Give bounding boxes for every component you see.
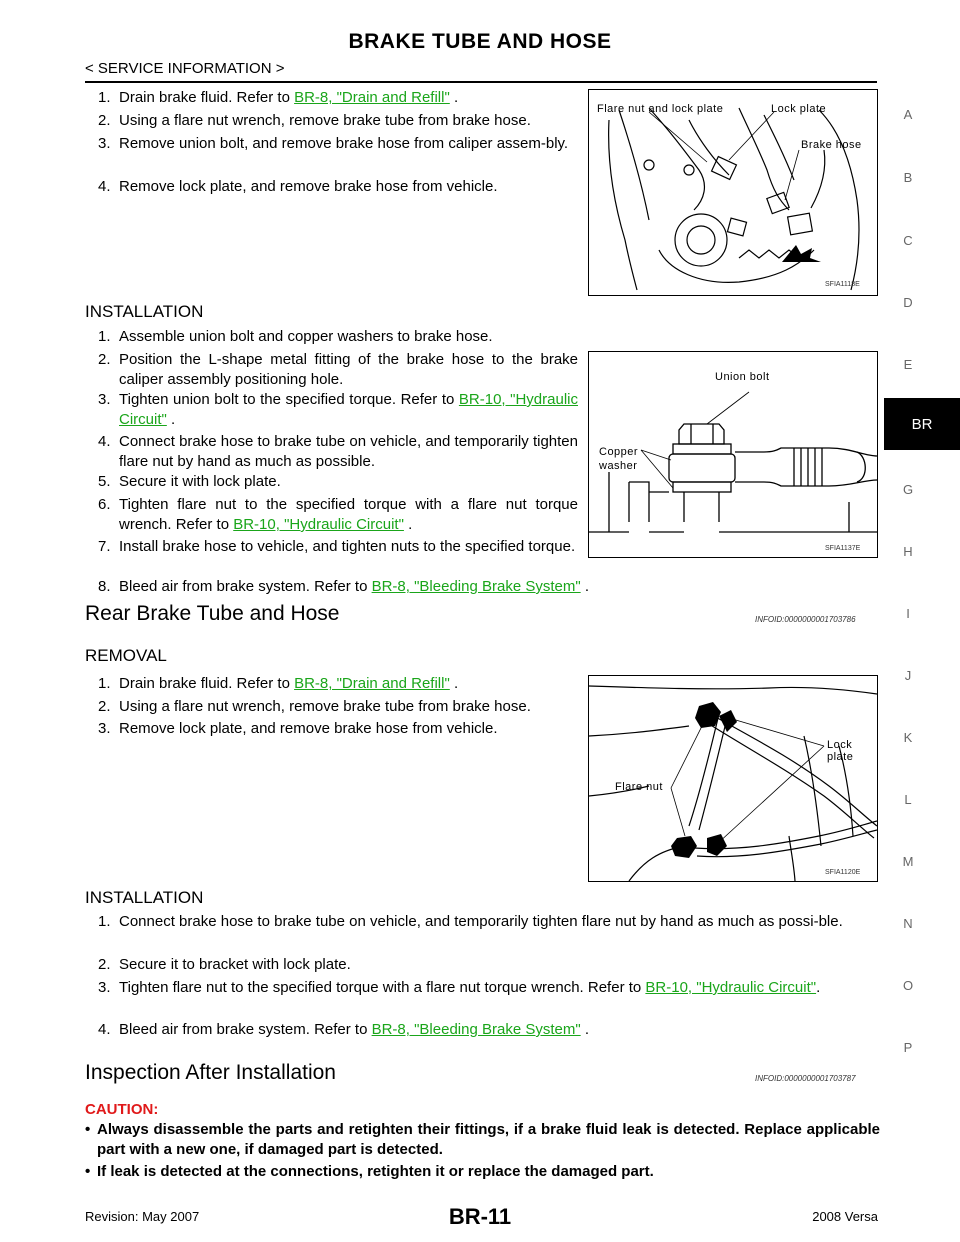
figure-code: SFIA1118E — [825, 281, 860, 288]
front-install-step-4: 4. Connect brake hose to brake tube on vehicle, and temporarily tighten flare nut by hand as much as possible. — [98, 433, 578, 470]
side-index-br-active[interactable]: BR — [884, 398, 960, 450]
rear-installation-heading: INSTALLATION — [85, 888, 204, 907]
link-drain-refill[interactable]: BR-8, "Drain and Refill" — [294, 89, 450, 106]
side-index-h[interactable]: H — [903, 544, 913, 559]
front-removal-step-3: 3. Remove union bolt, and remove brake hose from caliper assem-bly. — [98, 135, 569, 152]
rear-install-step-4: 4. Bleed air from brake system. Refer to BR-8, "Bleeding Brake System" . — [98, 1021, 590, 1038]
front-install-step-7: 7. Install brake hose to vehicle, and tighten nuts to the specified torque. — [98, 538, 576, 555]
side-index-i[interactable]: I — [906, 606, 910, 621]
front-install-step-3: 3. Tighten union bolt to the specified torque. Refer to BR-10, "Hydraulic Circuit" . — [98, 391, 578, 428]
front-removal-step-1: 1. Drain brake fluid. Refer to BR-8, "Drain and Refill" . — [98, 89, 459, 106]
front-install-step-2: 2. Position the L-shape metal fitting of the brake hose to the brake caliper assembly positioning hole. — [98, 351, 578, 388]
front-removal-step-2: 2. Using a flare nut wrench, remove brake tube from brake hose. — [98, 112, 531, 129]
side-index-o[interactable]: O — [902, 978, 914, 993]
link-hydraulic-circuit[interactable]: BR-10, "Hydraulic Circuit" — [233, 516, 404, 533]
front-install-step-8: 8. Bleed air from brake system. Refer to BR-8, "Bleeding Brake System" . — [98, 578, 590, 595]
bullet: • — [85, 1121, 91, 1138]
front-removal-step-4: 4. Remove lock plate, and remove brake hose from vehicle. — [98, 178, 498, 195]
caution-item-2: • If leak is detected at the connections, retighten it or replace the damaged part. — [85, 1163, 654, 1180]
label-union-bolt: Union bolt — [715, 371, 770, 383]
label-brake-hose: Brake hose — [801, 139, 862, 151]
bullet: • — [85, 1163, 91, 1180]
rear-removal-step-3: 3. Remove lock plate, and remove brake hose from vehicle. — [98, 720, 498, 737]
link-hydraulic-circuit[interactable]: BR-10, "Hydraulic Circuit" — [119, 391, 578, 428]
page-number: BR-11 — [448, 1204, 512, 1229]
side-index-g[interactable]: G — [902, 482, 914, 497]
label-flare-nut: Flare nut — [615, 781, 663, 793]
link-hydraulic-circuit[interactable]: BR-10, "Hydraulic Circuit" — [645, 979, 817, 996]
arrow-icon — [782, 245, 821, 262]
label-copper: Copper — [599, 446, 639, 458]
page-title: BRAKE TUBE AND HOSE — [348, 30, 612, 53]
link-bleeding-brake-system[interactable]: BR-8, "Bleeding Brake System" — [371, 578, 581, 595]
side-index-n[interactable]: N — [903, 916, 913, 931]
side-index-d[interactable]: D — [903, 295, 913, 310]
figure-rear-hose — [588, 675, 878, 882]
caution-label: CAUTION: — [85, 1101, 159, 1118]
figure-union-bolt — [588, 351, 878, 558]
side-index-e[interactable]: E — [903, 357, 913, 372]
link-bleeding-brake-system[interactable]: BR-8, "Bleeding Brake System" — [371, 1021, 581, 1038]
front-install-step-5: 5. Secure it with lock plate. — [98, 473, 281, 490]
rear-removal-heading: REMOVAL — [85, 646, 167, 665]
link-drain-refill[interactable]: BR-8, "Drain and Refill" — [294, 675, 450, 692]
front-installation-heading: INSTALLATION — [85, 302, 204, 321]
rear-install-step-2: 2. Secure it to bracket with lock plate. — [98, 956, 351, 973]
side-index-a[interactable]: A — [903, 107, 913, 122]
footer-revision: Revision: May 2007 — [85, 1209, 200, 1224]
section-subtitle: < SERVICE INFORMATION > — [85, 60, 285, 77]
header-rule — [85, 81, 877, 83]
figure-front-hose-removal — [588, 89, 878, 296]
side-index-l[interactable]: L — [904, 792, 912, 807]
caution-item-1: • Always disassemble the parts and retighten their fittings, if a brake fluid leak is detected. Replace applicable part with a new one, if damaged part is detected. — [85, 1121, 880, 1158]
label-washer: washer — [599, 460, 638, 472]
label-lock-plate: Lock plate — [771, 103, 827, 115]
front-hose-illustration — [589, 90, 877, 295]
inspection-infoid: INFOID:0000000001703787 — [755, 1074, 856, 1083]
figure-code: SFIA1120E — [825, 869, 861, 876]
front-install-step-6: 6. Tighten flare nut to the specified torque with a flare nut torque wrench. Refer to BR-10, "Hydraulic Circuit" . — [98, 496, 578, 533]
front-install-step-1: 1. Assemble union bolt and copper washers to brake hose. — [98, 328, 493, 345]
footer-model: 2008 Versa — [812, 1209, 878, 1224]
side-index-c[interactable]: C — [903, 233, 913, 248]
rear-section-heading: Rear Brake Tube and Hose — [85, 602, 340, 625]
inspection-heading: Inspection After Installation — [85, 1061, 336, 1084]
rear-install-step-3: 3. Tighten flare nut to the specified torque with a flare nut torque wrench. Refer to BR-10, "Hydraulic Circuit". — [98, 979, 821, 996]
flare-nut-lower — [671, 836, 697, 858]
side-index-p[interactable]: P — [903, 1040, 913, 1055]
rear-removal-step-2: 2. Using a flare nut wrench, remove brake tube from brake hose. — [98, 698, 531, 715]
rear-removal-step-1: 1. Drain brake fluid. Refer to BR-8, "Drain and Refill" . — [98, 675, 459, 692]
side-index-k[interactable]: K — [903, 730, 913, 745]
side-index-m[interactable]: M — [902, 854, 914, 869]
side-index-j[interactable]: J — [904, 668, 912, 683]
rear-hose-illustration — [589, 676, 877, 881]
figure-code: SFIA1137E — [825, 545, 861, 552]
label-flare-nut-lock-plate: Flare nut and lock plate — [597, 103, 724, 115]
rear-infoid: INFOID:0000000001703786 — [755, 615, 856, 624]
label-lock-plate: Lock plate — [827, 739, 854, 763]
rear-install-step-1: 1. Connect brake hose to brake tube on vehicle, and temporarily tighten flare nut by hand as much as possi-ble. — [98, 913, 843, 930]
side-index-b[interactable]: B — [903, 170, 913, 185]
